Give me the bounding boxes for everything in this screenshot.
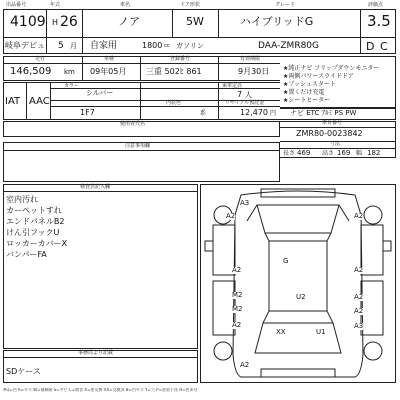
color-code: 1F7 (80, 108, 95, 117)
width: 182 (367, 149, 381, 157)
interior-score: D (366, 40, 375, 53)
inspector-note-5: ロッカーカバーX (6, 239, 68, 248)
mileage: 146,509 (10, 66, 52, 77)
office-note-1: SDケース (6, 367, 41, 376)
door-shape: 5W (186, 15, 204, 28)
score-label: 評価点 (368, 2, 384, 8)
venue: 岐阜デビュ (5, 41, 45, 50)
color-change-unit: 系 (200, 110, 207, 117)
lot-number: 4109 (10, 14, 46, 30)
doors-label: ドア形状 (180, 2, 200, 8)
damage-mark-a2-front-right: A2 (354, 212, 364, 220)
inspector-note-6: バンパーFA (6, 250, 47, 259)
model-label: 車名 (120, 2, 131, 8)
vin-label: 車台番号 (322, 120, 343, 126)
damage-mark-g-windshield: G (283, 257, 289, 265)
damage-mark-a2-front-left: A2 (226, 212, 236, 220)
transmission: IAT (5, 96, 21, 107)
caution-section-label: 注意事項欄 (125, 143, 151, 149)
feature-2: ★両側パワースライドドア (283, 73, 354, 80)
auction-score: 3.5 (367, 12, 391, 30)
year-label: 年式 (50, 2, 61, 8)
yen-unit: 円 (270, 110, 277, 117)
feature-1: ★純正ナビ フリップダウンモニター (283, 65, 380, 72)
damage-mark-u1-rear: U1 (316, 328, 326, 336)
damage-mark-a2-rear-right: A2 (354, 307, 364, 315)
expiry-label: 有効期限 (240, 56, 261, 62)
grade: ハイブリッドG (240, 15, 314, 28)
inspector-note-3: エンドパネルB2 (6, 217, 65, 226)
feature-3: ★プッシュスタート (283, 81, 336, 88)
damage-mark-m2-left-a: M2 (232, 291, 243, 299)
capacity-label: 乗車定員 (222, 83, 243, 89)
length-label: 長さ (283, 150, 296, 157)
height: 169 (337, 149, 351, 157)
equipment: ナビ ETC ｱﾙﾐ PS PW (290, 109, 357, 117)
chassis-code: DAA-ZMR80G (258, 41, 319, 51)
feature-4: ★置くだけ充電 (283, 89, 325, 96)
dims-label: 寸法 (330, 141, 341, 147)
capacity: 7 (237, 90, 243, 99)
month: 5 (58, 41, 64, 51)
damage-mark-a2-rear-left: A2 (232, 321, 242, 329)
plate-label: 登録番号 (170, 56, 191, 62)
damage-mark-a2-rear-bumper: A2 (240, 361, 250, 369)
owner-section-label: 使用者氏名 (120, 121, 146, 127)
use-type: 自家用 (90, 41, 118, 51)
damage-mark-a2-left-door: A2 (232, 266, 242, 274)
inspection-label: 車検 (104, 56, 115, 62)
inspector-section-label: 検査員記入欄 (80, 184, 111, 190)
mileage-label: 走行 (35, 56, 46, 62)
model-name: ノア (118, 15, 140, 28)
air-conditioning: AAC (29, 96, 50, 107)
height-label: 高さ (322, 150, 335, 157)
exterior-score: C (380, 40, 388, 53)
capacity-unit: 人 (245, 91, 252, 99)
vin: ZMR80-0023842 (296, 129, 363, 138)
damage-mark-u2-roof: U2 (296, 293, 306, 301)
damage-mark-a3-front: A3 (240, 199, 250, 207)
recycle-label: リサイクル預託金 (225, 100, 265, 106)
month-unit: 月 (70, 42, 77, 50)
inspection-date: 09年05月 (90, 67, 127, 76)
width-label: 幅 (356, 150, 363, 157)
inspector-note-2: カーペットすれ (6, 206, 62, 215)
damage-mark-xx-rear: XX (276, 328, 286, 336)
body-color: シルバー (86, 89, 114, 97)
feature-5: ★シートヒーター (283, 97, 331, 104)
interior-color-label: 内装色 (166, 100, 182, 106)
inspector-note-1: 室内汚れ (6, 195, 38, 204)
damage-mark-a2-right-door: A2 (354, 266, 364, 274)
expiry-date: 9月30日 (238, 67, 270, 76)
plate-number: 三重 502ﾋ 861 (146, 67, 202, 76)
office-section-label: 事務局より記載 (78, 350, 114, 356)
footer-legend: ※U=凹 A=キズ W=補修跡 S=サビ C=腐食 X=要交換 XX=交換済 B=凹キズ Y=穴 P=塗装不良 H=色あせ (3, 388, 198, 392)
inspector-note-4: けん引フックU (6, 228, 60, 237)
displacement: 1800 (142, 41, 163, 50)
grade-label: グレード (275, 2, 296, 8)
damage-mark-a3-rear-right: A3 (354, 322, 364, 330)
length: 469 (297, 149, 311, 157)
cc-unit: cc (164, 43, 170, 49)
damage-mark-a2-right-mid: A2 (354, 293, 364, 301)
lot-label: 出品番号 (6, 2, 27, 8)
fuel-type: ガソリン (176, 42, 204, 50)
damage-mark-m2-left-b: M2 (232, 305, 243, 313)
year: 26 (60, 14, 78, 30)
km-unit: km (64, 68, 75, 76)
color-label: カラー (64, 83, 80, 89)
recycle-fee: 12,470 (240, 108, 268, 117)
era: H (52, 18, 59, 27)
